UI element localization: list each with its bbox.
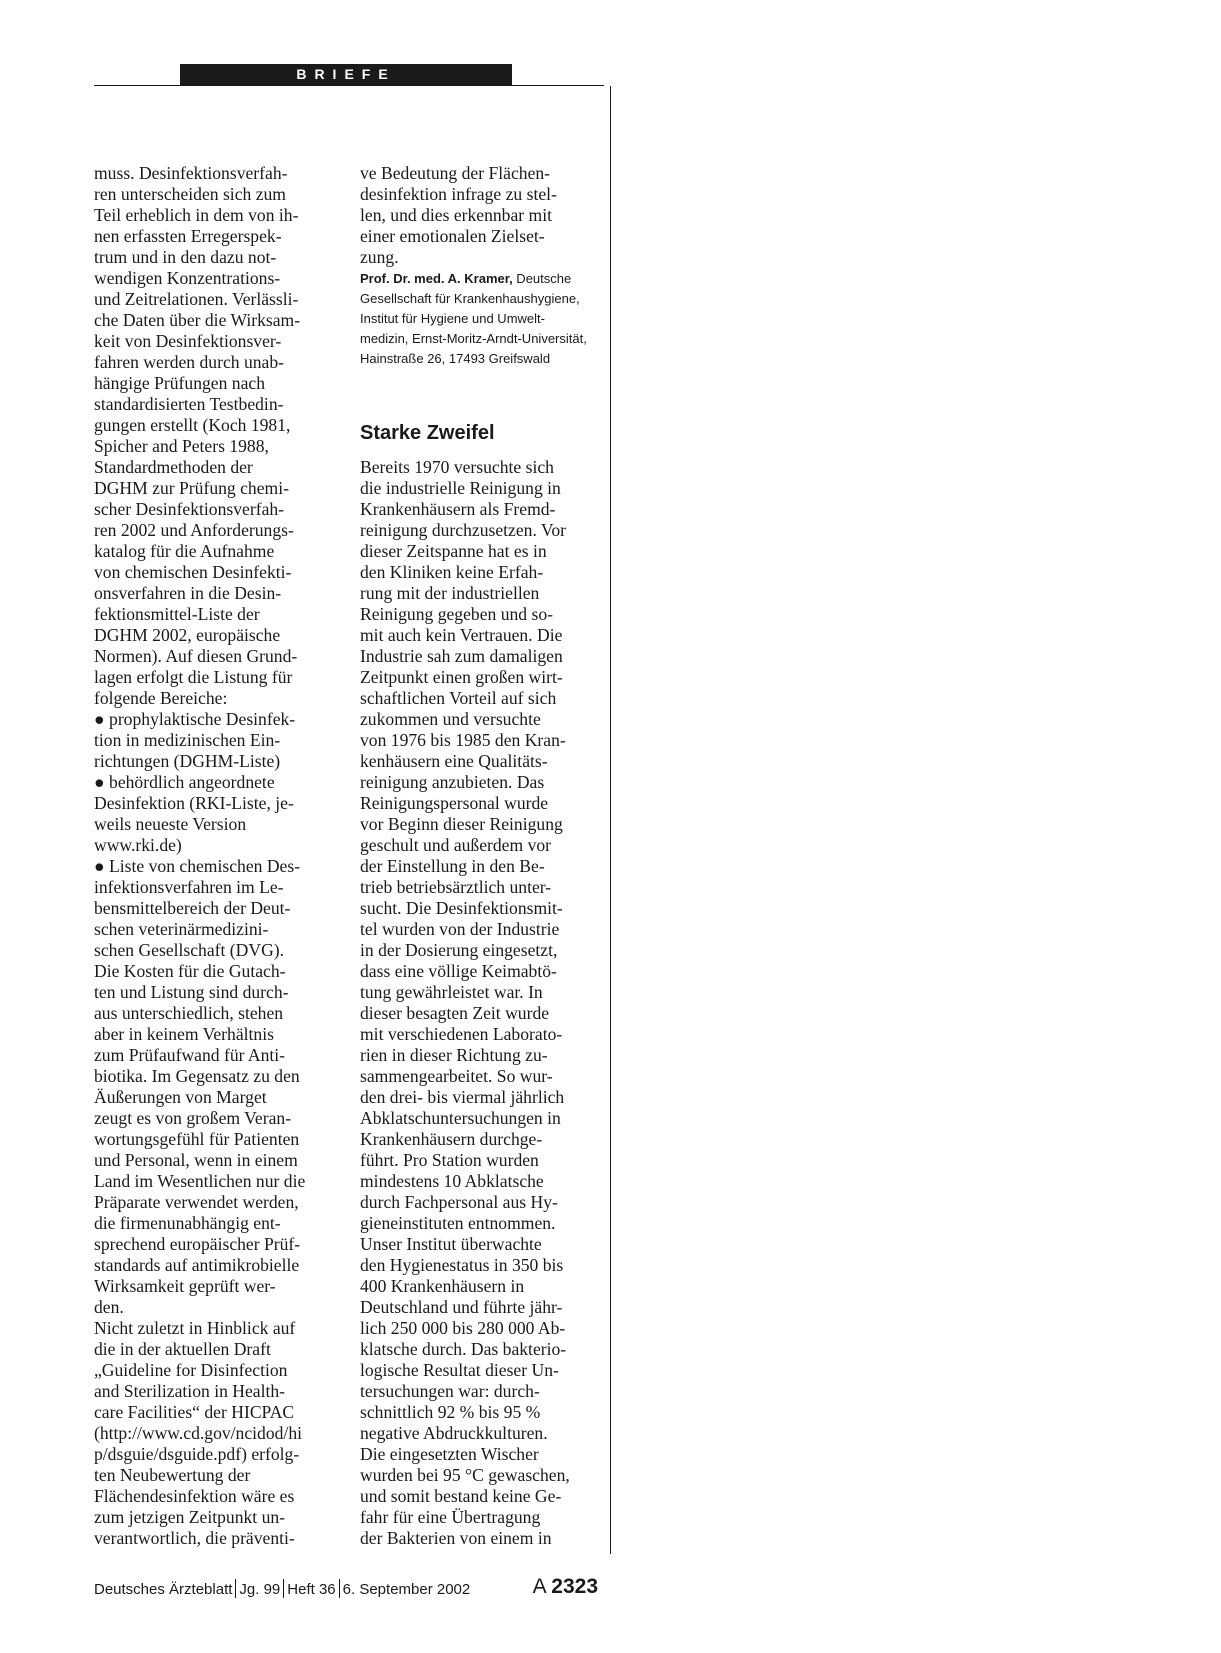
text-line: folgende Bereiche:: [94, 688, 228, 708]
text-line: sucht. Die Desinfektionsmit-: [360, 898, 563, 918]
text-line: die firmenunabhängig ent-: [94, 1213, 281, 1233]
letter-signature: [360, 269, 600, 369]
text-line: Industrie sah zum damaligen: [360, 646, 563, 666]
text-line: ● Liste von chemischen Des-: [94, 856, 301, 876]
footer-separator: [339, 1579, 340, 1598]
text-line: Land im Wesentlichen nur die: [94, 1171, 306, 1191]
text-line: scher Desinfektionsverfah-: [94, 499, 285, 519]
text-line: reinigung durchzusetzen. Vor: [360, 520, 567, 540]
text-line: Nicht zuletzt in Hinblick auf: [94, 1318, 296, 1338]
text-line: lagen erfolgt die Listung für: [94, 667, 293, 687]
column-divider: [610, 86, 611, 1554]
article-body: [360, 457, 600, 1549]
text-line: care Facilities“ der HICPAC: [94, 1402, 295, 1422]
text-line: und Zeitrelationen. Verlässli-: [94, 289, 299, 309]
page-prefix: A: [532, 1575, 546, 1598]
text-line: der Bakterien von einem in: [360, 1528, 552, 1548]
footer-separator: [235, 1579, 236, 1598]
signature-name: Prof. Dr. med. A. Kramer,: [360, 271, 513, 286]
text-line: gieneinstituten entnommen.: [360, 1213, 556, 1233]
text-line: ten und Listung sind durch-: [94, 982, 289, 1002]
footer-separator: [283, 1579, 284, 1598]
text-line: ren unterscheiden sich zum: [94, 184, 286, 204]
text-line: rung mit der industriellen: [360, 583, 540, 603]
text-line: schaftlichen Vorteil auf sich: [360, 688, 557, 708]
text-line: mit auch kein Vertrauen. Die: [360, 625, 563, 645]
text-line: sammengearbeitet. So wur-: [360, 1066, 553, 1086]
journal-volume: Jg. 99: [239, 1581, 281, 1598]
text-line: von chemischen Desinfekti-: [94, 562, 292, 582]
text-line: klatsche durch. Das bakterio-: [360, 1339, 567, 1359]
text-line: Reinigung gegeben und so-: [360, 604, 554, 624]
text-line: ren 2002 und Anforderungs-: [94, 520, 294, 540]
text-line: infektionsverfahren im Le-: [94, 877, 284, 897]
signature-line: Hainstraße 26, 17493 Greifswald: [360, 351, 551, 366]
text-line: len, und dies erkennbar mit: [360, 205, 553, 225]
left-column: [94, 163, 340, 1549]
page-number: [533, 1575, 598, 1599]
signature-line: Institut für Hygiene und Umwelt-: [360, 311, 545, 326]
text-line: Äußerungen von Marget: [94, 1087, 267, 1107]
text-line: schen Gesellschaft (DVG).: [94, 940, 285, 960]
text-line: Spicher and Peters 1988,: [94, 436, 269, 456]
text-line: DGHM 2002, europäische: [94, 625, 281, 645]
text-line: standardisierten Testbedin-: [94, 394, 284, 414]
text-line: mindestens 10 Abklatsche: [360, 1171, 544, 1191]
text-line: ● behördlich angeordnete: [94, 772, 275, 792]
text-line: Teil erheblich in dem von ih-: [94, 205, 299, 225]
text-line: p/dsguie/dsguide.pdf) erfolg-: [94, 1444, 300, 1464]
text-line: trieb betriebsärztlich unter-: [360, 877, 552, 897]
text-line: zung.: [360, 247, 399, 267]
signature-line: Deutsche: [512, 271, 572, 286]
text-line: schnittlich 92 % bis 95 %: [360, 1402, 541, 1422]
text-line: desinfektion infrage zu stel-: [360, 184, 557, 204]
text-line: DGHM zur Prüfung chemi-: [94, 478, 289, 498]
text-line: dieser Zeitspanne hat es in: [360, 541, 547, 561]
text-line: in der Dosierung eingesetzt,: [360, 940, 558, 960]
text-line: die industrielle Reinigung in: [360, 478, 561, 498]
text-line: Reinigungspersonal wurde: [360, 793, 549, 813]
text-line: Normen). Auf diesen Grund-: [94, 646, 298, 666]
text-line: muss. Desinfektionsverfah-: [94, 163, 288, 183]
text-line: der Einstellung in den Be-: [360, 856, 545, 876]
text-line: wurden bei 95 °C gewaschen,: [360, 1465, 570, 1485]
text-line: zum jetzigen Zeitpunkt un-: [94, 1507, 286, 1527]
text-line: die in der aktuellen Draft: [94, 1339, 271, 1359]
header-rule: [94, 85, 604, 86]
text-line: richtungen (DGHM-Liste): [94, 751, 281, 771]
text-line: dass eine völlige Keimabtö-: [360, 961, 557, 981]
text-line: aus unterschiedlich, stehen: [94, 1003, 284, 1023]
text-line: zukommen und versuchte: [360, 709, 541, 729]
text-line: den drei- bis viermal jährlich: [360, 1087, 565, 1107]
text-line: Bereits 1970 versuchte sich: [360, 457, 554, 477]
text-line: Die Kosten für die Gutach-: [94, 961, 286, 981]
text-line: von 1976 bis 1985 den Kran-: [360, 730, 566, 750]
page-number-value: 2323: [551, 1575, 598, 1598]
text-line: und somit bestand keine Ge-: [360, 1486, 562, 1506]
text-line: schen veterinärmedizini-: [94, 919, 269, 939]
text-line: gungen erstellt (Koch 1981,: [94, 415, 291, 435]
journal-issue: Heft 36: [287, 1581, 336, 1598]
section-label: BRIEFE: [180, 64, 512, 85]
text-line: wendigen Konzentrations-: [94, 268, 281, 288]
text-line: ● prophylaktische Desinfek-: [94, 709, 296, 729]
text-line: reinigung anzubieten. Das: [360, 772, 545, 792]
text-line: fektionsmittel-Liste der: [94, 604, 260, 624]
letter-ending: [360, 163, 600, 268]
text-line: Unser Institut überwachte: [360, 1234, 542, 1254]
text-line: „Guideline for Disinfection: [94, 1360, 288, 1380]
text-line: Präparate verwendet werden,: [94, 1192, 299, 1212]
text-line: sprechend europäischer Prüf-: [94, 1234, 301, 1254]
text-line: logische Resultat dieser Un-: [360, 1360, 559, 1380]
text-line: wortungsgefühl für Patienten: [94, 1129, 300, 1149]
text-line: Deutschland und führte jähr-: [360, 1297, 563, 1317]
text-line: zum Prüfaufwand für Anti-: [94, 1045, 286, 1065]
text-line: standards auf antimikrobielle: [94, 1255, 300, 1275]
text-line: einer emotionalen Zielset-: [360, 226, 545, 246]
text-line: ve Bedeutung der Flächen-: [360, 163, 551, 183]
journal-name: Deutsches Ärzteblatt: [94, 1581, 233, 1598]
text-line: fahr für eine Übertragung: [360, 1507, 541, 1527]
text-line: verantwortlich, die präventi-: [94, 1528, 295, 1548]
text-line: hängige Prüfungen nach: [94, 373, 265, 393]
text-line: lich 250 000 bis 280 000 Ab-: [360, 1318, 566, 1338]
text-line: und Personal, wenn in einem: [94, 1150, 298, 1170]
text-line: trum und in den dazu not-: [94, 247, 277, 267]
text-line: durch Fachpersonal aus Hy-: [360, 1192, 558, 1212]
signature-line: Gesellschaft für Krankenhaushygiene,: [360, 291, 580, 306]
text-line: den Hygienestatus in 350 bis: [360, 1255, 564, 1275]
text-line: mit verschiedenen Laborato-: [360, 1024, 563, 1044]
text-line: katalog für die Aufnahme: [94, 541, 275, 561]
text-line: Krankenhäusern durchge-: [360, 1129, 543, 1149]
text-line: che Daten über die Wirksam-: [94, 310, 301, 330]
text-line: Abklatschuntersuchungen in: [360, 1108, 561, 1128]
text-line: den Kliniken keine Erfah-: [360, 562, 544, 582]
text-line: kenhäusern eine Qualitäts-: [360, 751, 548, 771]
text-line: tung gewährleistet war. In: [360, 982, 543, 1002]
text-line: negative Abdruckkulturen.: [360, 1423, 548, 1443]
text-line: Wirksamkeit geprüft wer-: [94, 1276, 276, 1296]
right-column: [360, 163, 600, 1549]
text-line: keit von Desinfektionsver-: [94, 331, 282, 351]
text-line: tersuchungen war: durch-: [360, 1381, 540, 1401]
text-line: Die eingesetzten Wischer: [360, 1444, 539, 1464]
text-line: onsverfahren in die Desin-: [94, 583, 282, 603]
text-line: bensmittelbereich der Deut-: [94, 898, 291, 918]
text-line: führt. Pro Station wurden: [360, 1150, 539, 1170]
text-line: (http://www.cd.gov/ncidod/hi: [94, 1423, 303, 1443]
text-line: Standardmethoden der: [94, 457, 253, 477]
journal-date: 6. September 2002: [342, 1581, 471, 1598]
text-line: nen erfassten Erregerspek-: [94, 226, 282, 246]
text-line: Flächendesinfektion wäre es: [94, 1486, 295, 1506]
text-line: tel wurden von der Industrie: [360, 919, 560, 939]
footer-meta: [94, 1579, 470, 1598]
article-heading: Starke Zweifel: [360, 422, 495, 444]
text-line: vor Beginn dieser Reinigung: [360, 814, 563, 834]
text-line: 400 Krankenhäusern in: [360, 1276, 525, 1296]
text-line: ten Neubewertung der: [94, 1465, 251, 1485]
text-line: Zeitpunkt einen großen wirt-: [360, 667, 563, 687]
text-line: den.: [94, 1297, 124, 1317]
text-line: and Sterilization in Health-: [94, 1381, 286, 1401]
text-line: fahren werden durch unab-: [94, 352, 285, 372]
text-line: zeugt es von großem Veran-: [94, 1108, 292, 1128]
text-line: weils neueste Version: [94, 814, 247, 834]
text-line: biotika. Im Gegensatz zu den: [94, 1066, 300, 1086]
text-line: tion in medizinischen Ein-: [94, 730, 281, 750]
signature-line: medizin, Ernst-Moritz-Arndt-Universität,: [360, 331, 587, 346]
text-line: aber in keinem Verhältnis: [94, 1024, 274, 1044]
page-footer: [94, 1575, 604, 1601]
text-line: rien in dieser Richtung zu-: [360, 1045, 548, 1065]
text-line: Desinfektion (RKI-Liste, je-: [94, 793, 294, 813]
text-line: dieser besagten Zeit wurde: [360, 1003, 550, 1023]
text-line: www.rki.de): [94, 835, 182, 855]
text-line: Krankenhäusern als Fremd-: [360, 499, 556, 519]
text-line: geschult und außerdem vor: [360, 835, 552, 855]
